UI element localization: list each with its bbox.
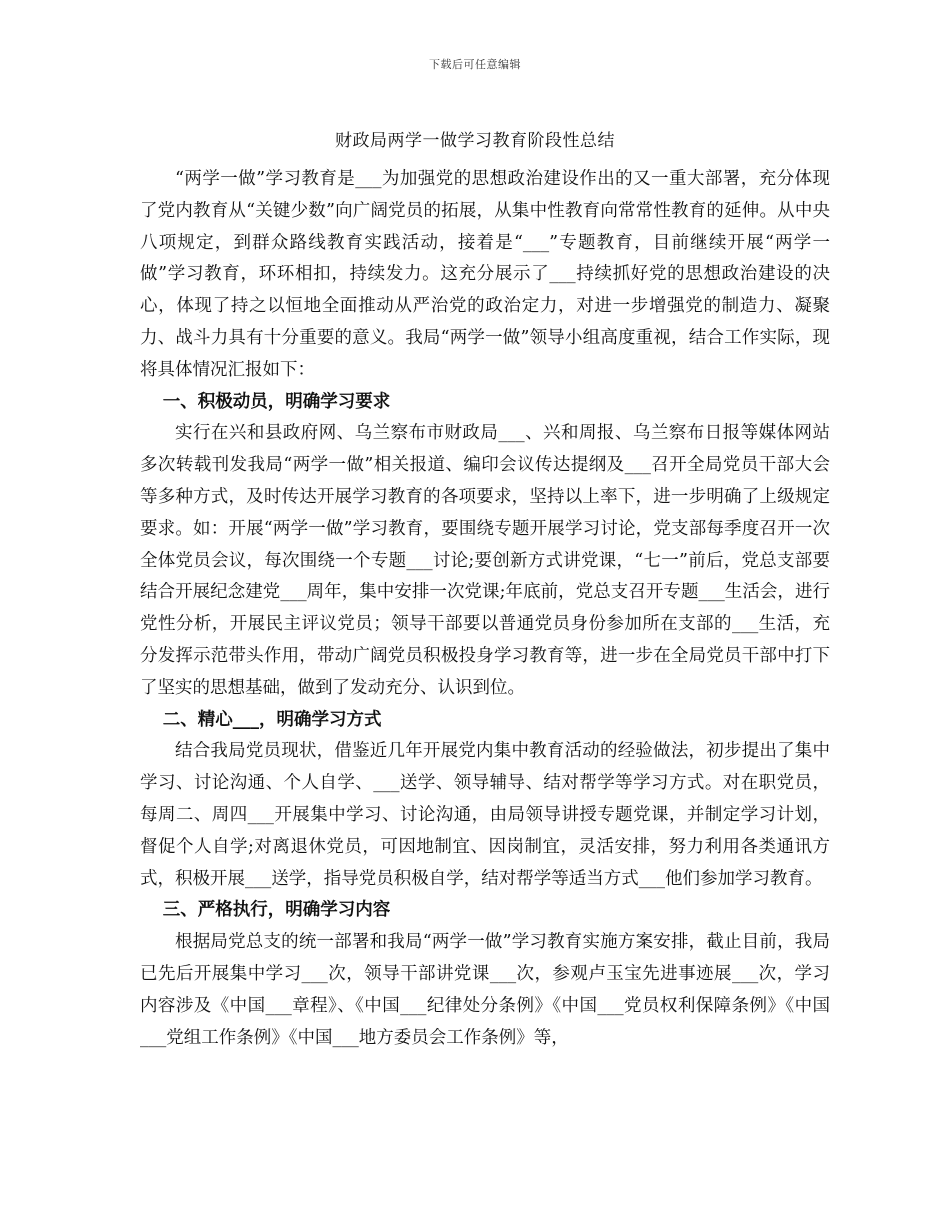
section-paragraph-1: 实行在兴和县政府网、乌兰察布市财政局___、兴和周报、乌兰察布日报等媒体网站多次转载刊发我局“两学一做”相关报道、编印会议传达提纲及___召开全局党员干部大会等多种方式，及时传达开展学习教育的各项要求，坚持以上率下，进一步明确了上级规定要求。如：开展“两学一做”学习教育，要围绕专题开展学习讨论，党支部每季度召开一次全体党员会议，每次围绕一个专题___讨论;要创新方式讲党课，“七一”前后，党总支部要结合开展纪念建党___周年，集中安排一次党课;年底前，党总支召开专题___生活会，进行党性分析，开展民主评议党员；领导干部要以普通党员身份参加所在支部的___生活，充分发挥示范带头作用，带动广阔党员积极投身学习教育等，进一步在全局党员干部中打下了坚实的思想基础，做到了发动充分、认识到位。: [140, 423, 830, 698]
section-paragraph-3: 根据局党总支的统一部署和我局“两学一做”学习教育实施方案安排，截止目前，我局已先后开展集中学习___次，领导干部讲党课___次，参观卢玉宝先进事迹展___次，学习内容涉及《中国___章程》、《中国___纪律处分条例》《中国___党员权利保障条例》《中国___党组工作条例》《中国___地方委员会工作条例》等，: [140, 932, 830, 1048]
section-heading-3: 三、严格执行，明确学习内容: [162, 900, 391, 921]
page-header-note: 下载后可任意编辑: [429, 58, 521, 71]
document-body: [140, 164, 830, 1054]
intro-paragraph: “两学一做”学习教育是___为加强党的思想政治建设作出的又一重大部署，充分体现了党内教育从“关键少数”向广阔党员的拓展，从集中性教育向常常性教育的延伸。从中央八项规定，到群众路线教育实践活动，接着是“___”专题教育，目前继续开展“两学一做”学习教育，环环相扣，持续发力。这充分展示了___持续抓好党的思想政治建设的决心，体现了持之以恒地全面推动从严治党的政治定力，对进一步增强党的制造力、凝聚力、战斗力具有十分重要的意义。我局“两学一做”领导小组高度重视，结合工作实际，现将具体情况汇报如下：: [140, 169, 830, 380]
section-heading-2: 二、精心___，明确学习方式: [162, 709, 382, 730]
document-title: 财政局两学一做学习教育阶段性总结: [335, 131, 615, 151]
section-paragraph-2: 结合我局党员现状，借鉴近几年开展党内集中教育活动的经验做法，初步提出了集中学习、讨论沟通、个人自学、___送学、领导辅导、结对帮学等学习方式。对在职党员，每周二、周四___开展集中学习、讨论沟通，由局领导讲授专题党课，并制定学习计划，督促个人自学;对离退休党员，可因地制宜、因岗制宜，灵活安排，努力利用各类通讯方式，积极开展___送学，指导党员积极自学，结对帮学等适当方式___他们参加学习教育。: [140, 741, 830, 889]
section-heading-1: 一、积极动员，明确学习要求: [162, 391, 391, 412]
